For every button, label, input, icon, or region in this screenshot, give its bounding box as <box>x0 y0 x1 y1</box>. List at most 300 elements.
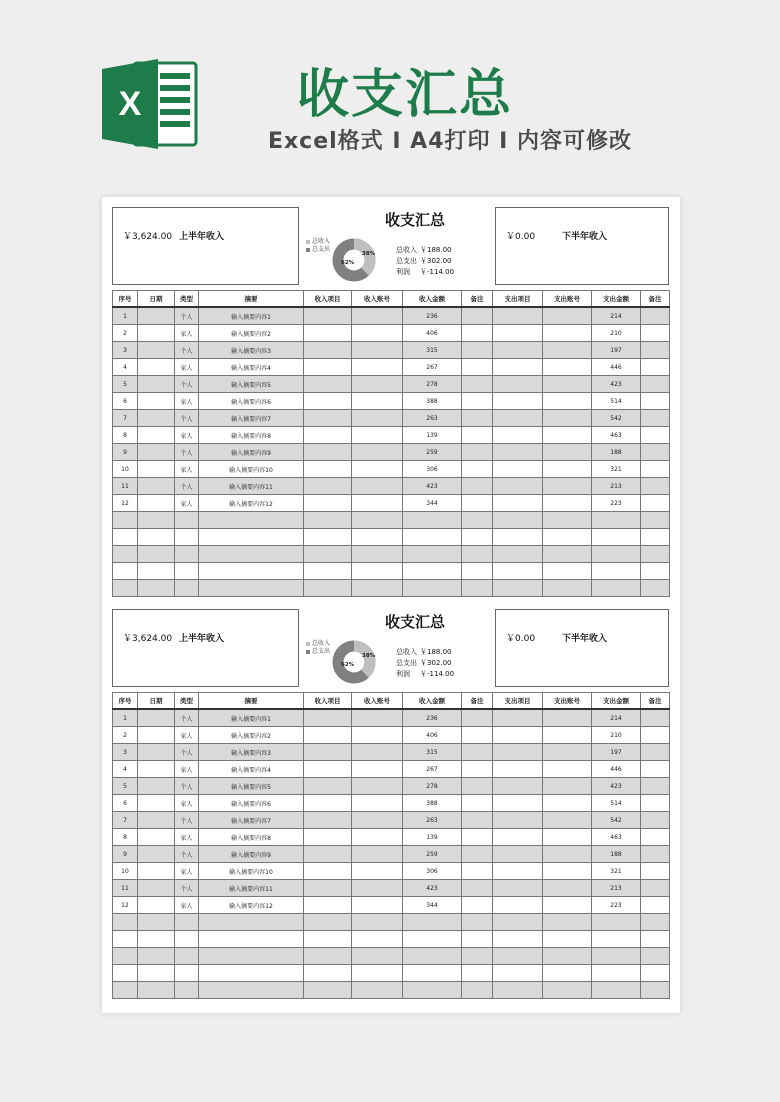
table-cell[interactable] <box>641 727 670 744</box>
table-cell[interactable] <box>641 342 670 359</box>
table-cell[interactable] <box>304 931 352 948</box>
table-cell[interactable] <box>199 931 304 948</box>
table-cell[interactable]: 11 <box>113 880 138 897</box>
table-cell[interactable] <box>641 931 670 948</box>
table-cell[interactable]: 家人 <box>175 795 199 812</box>
table-cell[interactable] <box>641 325 670 342</box>
table-cell[interactable] <box>493 444 543 461</box>
table-cell[interactable] <box>138 761 175 778</box>
table-cell[interactable]: 输入摘要内容11 <box>199 880 304 897</box>
table-cell[interactable] <box>113 982 138 999</box>
table-cell[interactable]: 8 <box>113 427 138 444</box>
table-cell[interactable] <box>543 410 592 427</box>
table-cell[interactable] <box>138 580 175 597</box>
table-cell[interactable] <box>352 829 403 846</box>
table-cell[interactable] <box>304 965 352 982</box>
table-cell[interactable]: 344 <box>403 495 462 512</box>
table-cell[interactable] <box>493 795 543 812</box>
table-cell[interactable] <box>352 709 403 727</box>
table-cell[interactable]: 278 <box>403 778 462 795</box>
table-cell[interactable]: 家人 <box>175 761 199 778</box>
table-cell[interactable]: 263 <box>403 812 462 829</box>
table-cell[interactable] <box>199 982 304 999</box>
table-cell[interactable] <box>592 948 641 965</box>
table-cell[interactable] <box>304 393 352 410</box>
table-cell[interactable] <box>304 744 352 761</box>
table-cell[interactable] <box>352 914 403 931</box>
table-cell[interactable]: 259 <box>403 846 462 863</box>
table-cell[interactable] <box>113 965 138 982</box>
table-cell[interactable] <box>543 914 592 931</box>
table-cell[interactable]: 个人 <box>175 846 199 863</box>
table-cell[interactable] <box>199 948 304 965</box>
table-cell[interactable] <box>138 478 175 495</box>
table-cell[interactable]: 267 <box>403 359 462 376</box>
table-cell[interactable] <box>592 546 641 563</box>
table-cell[interactable] <box>138 393 175 410</box>
table-cell[interactable] <box>543 897 592 914</box>
table-cell[interactable] <box>138 495 175 512</box>
table-cell[interactable]: 输入摘要内容9 <box>199 444 304 461</box>
table-cell[interactable] <box>352 846 403 863</box>
table-cell[interactable] <box>641 376 670 393</box>
table-cell[interactable]: 423 <box>592 778 641 795</box>
table-cell[interactable] <box>641 761 670 778</box>
table-cell[interactable]: 306 <box>403 461 462 478</box>
table-cell[interactable] <box>462 580 493 597</box>
table-cell[interactable] <box>462 307 493 325</box>
table-cell[interactable] <box>138 880 175 897</box>
table-cell[interactable]: 423 <box>403 478 462 495</box>
table-cell[interactable] <box>113 529 138 546</box>
table-cell[interactable] <box>641 829 670 846</box>
table-cell[interactable] <box>113 580 138 597</box>
table-cell[interactable]: 输入摘要内容2 <box>199 727 304 744</box>
table-cell[interactable] <box>138 744 175 761</box>
table-cell[interactable]: 423 <box>592 376 641 393</box>
table-cell[interactable] <box>138 778 175 795</box>
table-cell[interactable] <box>462 982 493 999</box>
table-cell[interactable]: 259 <box>403 444 462 461</box>
table-cell[interactable] <box>641 982 670 999</box>
table-cell[interactable] <box>304 709 352 727</box>
table-cell[interactable]: 个人 <box>175 812 199 829</box>
table-cell[interactable] <box>543 546 592 563</box>
table-cell[interactable]: 406 <box>403 727 462 744</box>
table-cell[interactable]: 542 <box>592 812 641 829</box>
table-cell[interactable] <box>641 846 670 863</box>
table-cell[interactable] <box>641 744 670 761</box>
table-cell[interactable]: 输入摘要内容8 <box>199 829 304 846</box>
table-cell[interactable] <box>543 444 592 461</box>
table-cell[interactable] <box>493 778 543 795</box>
table-cell[interactable] <box>352 325 403 342</box>
table-cell[interactable] <box>641 444 670 461</box>
table-cell[interactable] <box>493 982 543 999</box>
table-cell[interactable] <box>462 512 493 529</box>
table-cell[interactable] <box>493 512 543 529</box>
table-cell[interactable]: 223 <box>592 897 641 914</box>
table-cell[interactable]: 210 <box>592 727 641 744</box>
table-cell[interactable] <box>352 478 403 495</box>
table-cell[interactable]: 输入摘要内容4 <box>199 359 304 376</box>
table-cell[interactable] <box>175 546 199 563</box>
table-cell[interactable] <box>462 709 493 727</box>
table-cell[interactable]: 223 <box>592 495 641 512</box>
table-cell[interactable] <box>543 744 592 761</box>
table-cell[interactable] <box>199 546 304 563</box>
table-cell[interactable]: 输入摘要内容3 <box>199 342 304 359</box>
table-cell[interactable] <box>641 393 670 410</box>
table-cell[interactable]: 个人 <box>175 778 199 795</box>
table-cell[interactable]: 197 <box>592 342 641 359</box>
table-cell[interactable] <box>352 529 403 546</box>
table-cell[interactable] <box>352 342 403 359</box>
table-cell[interactable]: 个人 <box>175 410 199 427</box>
table-cell[interactable]: 输入摘要内容9 <box>199 846 304 863</box>
table-cell[interactable] <box>138 795 175 812</box>
table-cell[interactable] <box>493 897 543 914</box>
table-cell[interactable]: 7 <box>113 410 138 427</box>
table-cell[interactable] <box>304 948 352 965</box>
table-cell[interactable]: 家人 <box>175 727 199 744</box>
table-cell[interactable]: 输入摘要内容1 <box>199 709 304 727</box>
table-cell[interactable]: 6 <box>113 393 138 410</box>
table-cell[interactable] <box>641 897 670 914</box>
table-cell[interactable] <box>462 829 493 846</box>
table-cell[interactable] <box>462 812 493 829</box>
table-cell[interactable] <box>462 563 493 580</box>
table-cell[interactable] <box>138 546 175 563</box>
table-cell[interactable] <box>199 965 304 982</box>
table-cell[interactable] <box>641 359 670 376</box>
table-cell[interactable] <box>403 965 462 982</box>
table-cell[interactable] <box>493 727 543 744</box>
table-cell[interactable] <box>543 307 592 325</box>
table-cell[interactable] <box>641 529 670 546</box>
table-cell[interactable] <box>403 563 462 580</box>
table-cell[interactable] <box>352 880 403 897</box>
table-cell[interactable] <box>352 948 403 965</box>
table-cell[interactable] <box>493 410 543 427</box>
table-cell[interactable]: 输入摘要内容5 <box>199 376 304 393</box>
table-cell[interactable] <box>138 529 175 546</box>
table-cell[interactable] <box>543 965 592 982</box>
table-cell[interactable] <box>462 948 493 965</box>
table-cell[interactable] <box>462 761 493 778</box>
table-cell[interactable] <box>304 863 352 880</box>
table-cell[interactable]: 514 <box>592 795 641 812</box>
table-cell[interactable] <box>641 427 670 444</box>
table-cell[interactable] <box>641 495 670 512</box>
table-cell[interactable] <box>352 727 403 744</box>
table-cell[interactable] <box>462 897 493 914</box>
table-cell[interactable] <box>543 795 592 812</box>
table-cell[interactable]: 3 <box>113 342 138 359</box>
table-cell[interactable]: 家人 <box>175 393 199 410</box>
table-cell[interactable] <box>641 863 670 880</box>
table-cell[interactable] <box>641 880 670 897</box>
table-cell[interactable]: 1 <box>113 307 138 325</box>
table-cell[interactable]: 463 <box>592 829 641 846</box>
table-cell[interactable] <box>493 359 543 376</box>
table-cell[interactable] <box>138 307 175 325</box>
table-cell[interactable]: 输入摘要内容6 <box>199 795 304 812</box>
table-cell[interactable] <box>304 778 352 795</box>
table-cell[interactable] <box>592 965 641 982</box>
table-cell[interactable] <box>543 778 592 795</box>
table-cell[interactable] <box>304 461 352 478</box>
table-cell[interactable] <box>592 512 641 529</box>
table-cell[interactable] <box>352 761 403 778</box>
table-cell[interactable] <box>641 307 670 325</box>
table-cell[interactable]: 10 <box>113 863 138 880</box>
table-cell[interactable]: 家人 <box>175 427 199 444</box>
table-cell[interactable] <box>352 444 403 461</box>
table-cell[interactable] <box>138 727 175 744</box>
table-cell[interactable] <box>493 880 543 897</box>
table-cell[interactable] <box>592 580 641 597</box>
table-cell[interactable] <box>403 580 462 597</box>
table-cell[interactable] <box>493 307 543 325</box>
table-cell[interactable] <box>304 795 352 812</box>
table-cell[interactable] <box>304 812 352 829</box>
table-cell[interactable] <box>304 580 352 597</box>
table-cell[interactable]: 213 <box>592 880 641 897</box>
table-cell[interactable] <box>352 512 403 529</box>
table-cell[interactable] <box>199 580 304 597</box>
table-cell[interactable] <box>462 778 493 795</box>
table-cell[interactable] <box>493 376 543 393</box>
table-cell[interactable] <box>493 325 543 342</box>
table-cell[interactable] <box>462 546 493 563</box>
table-cell[interactable]: 输入摘要内容10 <box>199 461 304 478</box>
table-cell[interactable] <box>493 931 543 948</box>
table-cell[interactable] <box>493 948 543 965</box>
table-cell[interactable] <box>493 914 543 931</box>
table-cell[interactable] <box>352 410 403 427</box>
table-cell[interactable] <box>304 880 352 897</box>
table-cell[interactable] <box>352 863 403 880</box>
table-cell[interactable] <box>641 461 670 478</box>
table-cell[interactable] <box>462 376 493 393</box>
table-cell[interactable] <box>304 982 352 999</box>
table-cell[interactable]: 315 <box>403 744 462 761</box>
table-cell[interactable]: 263 <box>403 410 462 427</box>
table-cell[interactable] <box>175 965 199 982</box>
table-cell[interactable] <box>138 897 175 914</box>
table-cell[interactable] <box>403 948 462 965</box>
table-cell[interactable]: 个人 <box>175 880 199 897</box>
table-cell[interactable]: 11 <box>113 478 138 495</box>
table-cell[interactable] <box>543 359 592 376</box>
table-cell[interactable]: 236 <box>403 307 462 325</box>
table-cell[interactable]: 388 <box>403 393 462 410</box>
table-cell[interactable] <box>462 410 493 427</box>
table-cell[interactable] <box>543 529 592 546</box>
table-cell[interactable] <box>543 495 592 512</box>
table-cell[interactable] <box>641 812 670 829</box>
table-cell[interactable] <box>543 931 592 948</box>
table-cell[interactable]: 输入摘要内容12 <box>199 897 304 914</box>
table-cell[interactable] <box>462 880 493 897</box>
table-cell[interactable] <box>175 563 199 580</box>
table-cell[interactable] <box>493 761 543 778</box>
table-cell[interactable] <box>138 427 175 444</box>
table-cell[interactable] <box>138 376 175 393</box>
table-cell[interactable]: 输入摘要内容10 <box>199 863 304 880</box>
table-cell[interactable] <box>352 393 403 410</box>
table-cell[interactable] <box>138 982 175 999</box>
table-cell[interactable] <box>543 829 592 846</box>
table-cell[interactable]: 213 <box>592 478 641 495</box>
table-cell[interactable]: 2 <box>113 325 138 342</box>
table-cell[interactable] <box>352 931 403 948</box>
table-cell[interactable] <box>352 495 403 512</box>
table-cell[interactable] <box>641 709 670 727</box>
table-cell[interactable] <box>592 529 641 546</box>
table-cell[interactable] <box>493 546 543 563</box>
table-cell[interactable] <box>543 948 592 965</box>
table-cell[interactable] <box>543 880 592 897</box>
table-cell[interactable]: 214 <box>592 709 641 727</box>
table-cell[interactable]: 188 <box>592 444 641 461</box>
table-cell[interactable] <box>113 546 138 563</box>
table-cell[interactable]: 8 <box>113 829 138 846</box>
table-cell[interactable] <box>175 580 199 597</box>
table-cell[interactable] <box>304 563 352 580</box>
table-cell[interactable] <box>304 914 352 931</box>
table-cell[interactable] <box>138 931 175 948</box>
table-cell[interactable] <box>641 948 670 965</box>
table-cell[interactable] <box>462 495 493 512</box>
table-cell[interactable] <box>641 965 670 982</box>
table-cell[interactable] <box>304 897 352 914</box>
table-cell[interactable] <box>138 325 175 342</box>
table-cell[interactable]: 个人 <box>175 709 199 727</box>
table-cell[interactable]: 个人 <box>175 744 199 761</box>
table-cell[interactable] <box>462 744 493 761</box>
table-cell[interactable] <box>352 546 403 563</box>
table-cell[interactable] <box>493 709 543 727</box>
table-cell[interactable] <box>304 444 352 461</box>
table-cell[interactable]: 446 <box>592 359 641 376</box>
table-cell[interactable] <box>592 914 641 931</box>
table-cell[interactable] <box>113 563 138 580</box>
table-cell[interactable]: 423 <box>403 880 462 897</box>
table-cell[interactable]: 214 <box>592 307 641 325</box>
table-cell[interactable] <box>493 461 543 478</box>
table-cell[interactable] <box>493 478 543 495</box>
table-cell[interactable] <box>304 846 352 863</box>
table-cell[interactable] <box>462 529 493 546</box>
table-cell[interactable] <box>304 359 352 376</box>
table-cell[interactable] <box>352 580 403 597</box>
table-cell[interactable] <box>403 982 462 999</box>
table-cell[interactable]: 446 <box>592 761 641 778</box>
table-cell[interactable]: 输入摘要内容11 <box>199 478 304 495</box>
table-cell[interactable] <box>493 965 543 982</box>
table-cell[interactable] <box>138 342 175 359</box>
table-cell[interactable]: 406 <box>403 325 462 342</box>
table-cell[interactable] <box>352 744 403 761</box>
table-cell[interactable]: 个人 <box>175 444 199 461</box>
table-cell[interactable]: 278 <box>403 376 462 393</box>
table-cell[interactable]: 家人 <box>175 863 199 880</box>
table-cell[interactable] <box>462 914 493 931</box>
table-cell[interactable] <box>543 342 592 359</box>
table-cell[interactable] <box>352 376 403 393</box>
table-cell[interactable] <box>462 863 493 880</box>
table-cell[interactable] <box>403 914 462 931</box>
table-cell[interactable]: 197 <box>592 744 641 761</box>
table-cell[interactable] <box>175 931 199 948</box>
table-cell[interactable] <box>493 495 543 512</box>
table-cell[interactable]: 315 <box>403 342 462 359</box>
table-cell[interactable] <box>462 325 493 342</box>
table-cell[interactable]: 463 <box>592 427 641 444</box>
table-cell[interactable] <box>543 325 592 342</box>
table-cell[interactable] <box>543 727 592 744</box>
table-cell[interactable] <box>138 563 175 580</box>
table-cell[interactable]: 321 <box>592 461 641 478</box>
table-cell[interactable] <box>199 512 304 529</box>
table-cell[interactable] <box>304 495 352 512</box>
table-cell[interactable] <box>352 427 403 444</box>
table-cell[interactable]: 家人 <box>175 359 199 376</box>
table-cell[interactable] <box>352 307 403 325</box>
table-cell[interactable] <box>304 761 352 778</box>
table-cell[interactable]: 输入摘要内容7 <box>199 812 304 829</box>
table-cell[interactable] <box>462 393 493 410</box>
table-cell[interactable] <box>175 529 199 546</box>
table-cell[interactable] <box>304 546 352 563</box>
table-cell[interactable] <box>113 512 138 529</box>
table-cell[interactable]: 输入摘要内容6 <box>199 393 304 410</box>
table-cell[interactable] <box>304 427 352 444</box>
table-cell[interactable]: 个人 <box>175 307 199 325</box>
table-cell[interactable]: 输入摘要内容7 <box>199 410 304 427</box>
table-cell[interactable] <box>352 982 403 999</box>
table-cell[interactable] <box>138 863 175 880</box>
table-cell[interactable] <box>199 914 304 931</box>
table-cell[interactable] <box>462 795 493 812</box>
table-cell[interactable] <box>641 410 670 427</box>
table-cell[interactable]: 7 <box>113 812 138 829</box>
table-cell[interactable] <box>543 563 592 580</box>
table-cell[interactable]: 188 <box>592 846 641 863</box>
table-cell[interactable]: 输入摘要内容8 <box>199 427 304 444</box>
table-cell[interactable]: 6 <box>113 795 138 812</box>
table-cell[interactable] <box>462 342 493 359</box>
table-cell[interactable]: 267 <box>403 761 462 778</box>
table-cell[interactable] <box>462 444 493 461</box>
table-cell[interactable] <box>543 478 592 495</box>
table-cell[interactable]: 输入摘要内容3 <box>199 744 304 761</box>
table-cell[interactable]: 5 <box>113 376 138 393</box>
table-cell[interactable]: 542 <box>592 410 641 427</box>
table-cell[interactable] <box>352 812 403 829</box>
table-cell[interactable]: 1 <box>113 709 138 727</box>
table-cell[interactable] <box>304 410 352 427</box>
table-cell[interactable] <box>462 931 493 948</box>
table-cell[interactable]: 家人 <box>175 461 199 478</box>
table-cell[interactable]: 家人 <box>175 325 199 342</box>
table-cell[interactable] <box>493 812 543 829</box>
table-cell[interactable] <box>493 427 543 444</box>
table-cell[interactable] <box>641 914 670 931</box>
table-cell[interactable] <box>493 863 543 880</box>
